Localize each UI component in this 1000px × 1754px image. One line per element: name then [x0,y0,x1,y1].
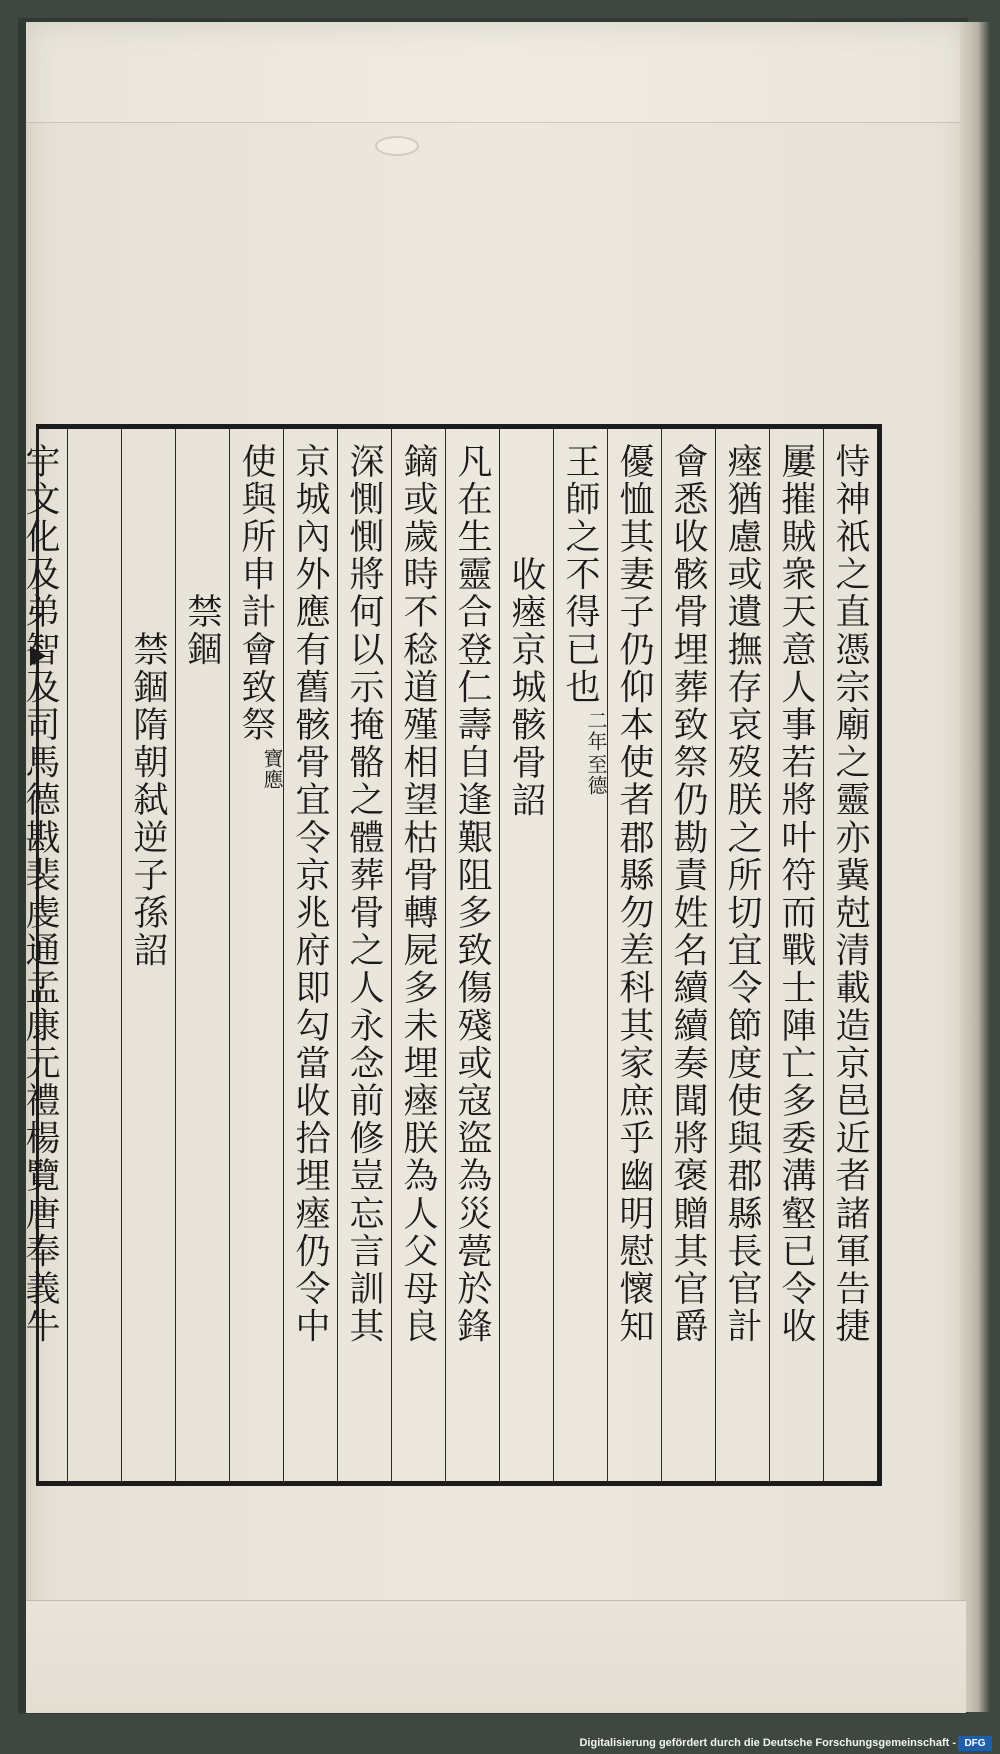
note-line: 寶應 [260,747,284,790]
text-column [229,429,283,1481]
page-top-tissue [26,22,966,123]
column-main-text: 瘞猶慮或遺撫存哀歿朕之所切宜令節度使與郡縣長官計 [722,443,762,1346]
page-edge [960,22,990,1712]
column-main-text: 優恤其妻子仍仰本使者郡縣勿差科其家庶乎幽明慰懷知 [614,443,654,1346]
interlinear-note [554,710,607,796]
interlinear-note [230,748,283,790]
column-text [284,443,337,1345]
text-column [391,429,445,1481]
column-text [500,556,553,819]
text-column [661,429,715,1481]
column-text [446,443,499,1345]
text-column [175,429,229,1481]
column-main-text: 鏑或歲時不稔道殣相望枯骨轉屍多未埋瘞朕為人父母良 [398,443,438,1346]
column-text [770,443,823,1345]
text-column [823,429,877,1481]
column-text [230,443,283,790]
text-column [67,429,121,1481]
column-text [608,443,661,1345]
note-line: 二年 [584,710,608,753]
text-column [283,429,337,1481]
column-main-text: 宇文化及弟智及司馬德戡裴虔通孟康元禮楊覽唐奉義牛 [20,443,60,1346]
column-main-text: 收瘞京城骸骨詔 [506,555,546,819]
text-column [337,429,391,1481]
text-column [499,429,553,1481]
column-main-text: 京城內外應有舊骸骨宜令京兆府即勾當收拾埋瘞仍令中 [290,443,330,1346]
column-text [392,443,445,1345]
column-main-text: 恃神祇之直憑宗廟之靈亦冀尅清載造京邑近者諸軍告捷 [830,443,870,1346]
column-main-text: 屢摧賊衆天意人事若將叶符而戰士陣亡多委溝壑已令收 [776,443,816,1346]
column-text [338,443,391,1345]
column-text [122,631,175,969]
column-main-text: 凡在生靈合登仁壽自逢艱阻多致傷殘或寇盜為災甍於鋒 [452,443,492,1346]
column-main-text: 禁錮 [182,593,222,669]
text-column [553,429,607,1481]
column-text [824,443,877,1345]
text-column [769,429,823,1481]
column-text [176,593,229,668]
page-bottom-band [26,1600,966,1713]
text-column [607,429,661,1481]
digitization-credit: Digitalisierung gefördert durch die Deutsche Forschungsgemeinschaft - [579,1737,956,1749]
dfg-logo: DFG [958,1736,992,1751]
column-text [662,443,715,1345]
note-line: 至德 [584,754,608,797]
column-text [13,443,67,1345]
printed-text-block [20,424,882,1486]
text-column [13,429,67,1481]
text-column [445,429,499,1481]
column-main-text: 深惻惻將何以示掩骼之體葬骨之人永念前修豈忘言訓其 [344,443,384,1346]
text-column [121,429,175,1481]
column-main-text: 王師之不得已也 [560,443,600,707]
column-text [716,443,769,1345]
column-main-text: 禁錮隋朝弑逆子孫詔 [128,631,168,970]
column-main-text: 使與所申計會致祭 [236,443,276,744]
column-text [554,443,607,796]
paper-stain [375,136,419,156]
column-main-text: 會悉收骸骨埋葬致祭仍勘責姓名續續奏聞將褒贈其官爵 [668,443,708,1346]
text-column [715,429,769,1481]
